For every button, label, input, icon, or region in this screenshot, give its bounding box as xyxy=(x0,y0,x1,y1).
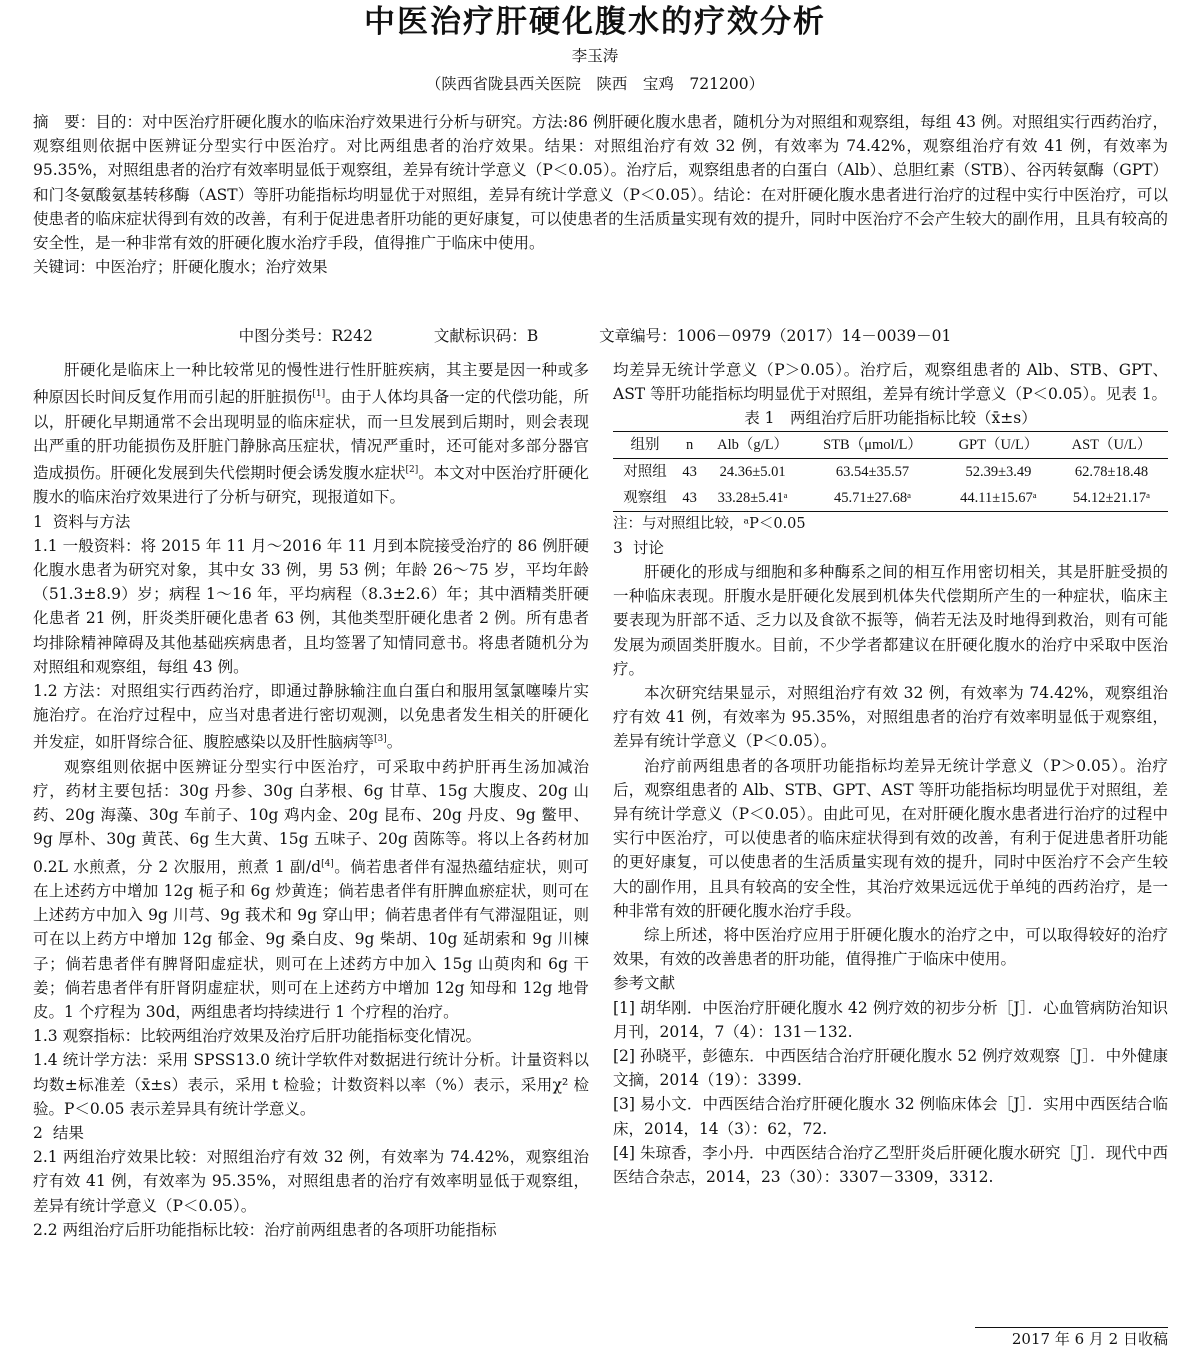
section-1-title: 资料与方法 xyxy=(52,512,131,531)
observation-text: 观察组则依据中医辨证分型实行中医治疗，可采取中药护肝再生汤加减治疗，药材主要包括：30g 丹参、30g 白茅根、6g 甘草、15g 大腹皮、20g 山药、20g 海藻、30g 车前子、10g 鸡内金、20g 昆布、20g 丹皮、9g 鳖甲、9g 厚朴、30g 黄芪、6g 生大黄、15g 五味子、20g 茵陈等。将以上各药材加 0.2L 水煎煮，分 2 次服用，煎煮 1 副/d xyxy=(33,757,589,876)
table-cell: 43 xyxy=(682,463,697,480)
table-cell: 对照组 xyxy=(623,463,667,480)
affiliation: （陕西省陇县西关医院 陕西 宝鸡 721200） xyxy=(425,75,765,93)
table-row xyxy=(613,458,1168,485)
section-2-2-continued: 均差异无统计学意义（P＞0.05）。治疗后，观察组患者的 Alb、STB、GPT、AST 等肝功能指标均明显优于对照组，差异有统计学意义（P＜0.05）。见表 1。 xyxy=(613,361,1168,404)
left-column xyxy=(33,358,589,1242)
section-1-2 xyxy=(33,679,589,755)
intro-text-c: 。本文对中医治疗肝硬化腹水的临床治疗效果进行了分析与研究，现报道如下。 xyxy=(33,464,589,507)
table-cell: 24.36±5.01 xyxy=(719,463,786,480)
table-note: 注：与对照组比较，ᵃP＜0.05 xyxy=(613,515,806,532)
table-header-gpt: GPT（U/L） xyxy=(958,436,1039,453)
keywords xyxy=(33,255,1168,279)
abstract-text: 目的：对中医治疗肝硬化腹水的临床治疗效果进行分析与研究。方法:86 例肝硬化腹水患者，随机分为对照组和观察组，每组 43 例。对照组实行西药治疗，观察组则依据中医辨证分型实行中医治疗。对比两组患者的治疗效果。结果：对照组治疗有效 32 例，有效率为 74.42%，观察组治疗有效 41 例，有效率为 95.35%，对照组患者的治疗有效率明显低于观察组，差异有统计学意义（P＜0.05）。治疗后，观察组患者的白蛋白（Alb）、总胆红素（STB）、谷丙转氨酶（GPT）和门冬氨酸氨基转移酶（AST）等肝功能指标均明显优于对照组，差异有统计学意义（P＜0.05）。结论：在对肝硬化腹水患者进行治疗的过程中实行中医治疗，可以使患者的临床症状得到有效的改善，有利于促进患者肝功能的更好康复，可以使患者的生活质量实现有效的提升，同时中医治疗不会产生较大的副作用，且具有较高的安全性，是一种非常有效的肝硬化腹水治疗手段，值得推广于临床中使用。 xyxy=(33,113,1168,253)
section-2-title: 结果 xyxy=(52,1123,84,1142)
table-row xyxy=(613,485,1168,512)
table-header-stb: STB（μmol/L） xyxy=(823,436,922,453)
discussion-paragraph-1: 肝硬化的形成与细胞和多种酶系之间的相互作用密切相关，其是肝脏受损的一种临床表现。肝腹水是肝硬化发展到机体失代偿期所产生的一种症状，临床主要表现为肝部不适、乏力以及食欲不振等，倘若无法及时地得到救治，则有可能发展为顽固类肝腹水。目前，不少学者都建议在肝硬化腹水的治疗中采取中医治疗。 xyxy=(613,563,1168,678)
table-cell: 观察组 xyxy=(623,489,667,506)
intro-text: 肝硬化是临床上一种比较常见的慢性进行性肝脏疾病，其主要是因一种或多种原因长时间反复作用而引起的肝脏损伤 xyxy=(33,361,589,407)
section-2-number: 2 xyxy=(33,1123,43,1142)
observation-text-end: 。倘若患者伴有湿热蕴结症状，则可在上述药方中增加 12g 栀子和 6g 炒黄连；倘若患者伴有肝脾血瘀症状，则可在上述药方中加入 9g 川芎、9g 莪术和 9g 穿山甲；倘若患者伴有气滞湿阻证，则可在以上药方中增加 12g 郁金、9g 桑白皮、9g 柴胡、10g 延胡索和 9g 川楝子；倘若患者伴有脾肾阳虚症状，则可在上述药方中加入 15g 山萸肉和 6g 干姜；倘若患者伴有肝肾阴虚症状，则可在上述药方中增加 12g 知母和 12g 地骨皮。1 个疗程为 30d，两组患者均持续进行 1 个疗程的治疗。 xyxy=(33,857,589,1021)
received-date: 2017 年 6 月 2 日收稿 xyxy=(1011,1330,1168,1348)
reference-item: [1] 胡华刚．中医治疗肝硬化腹水 42 例疗效的初步分析［J］．心血管病防治知识月刊，2014，7（4）：131－132. xyxy=(613,998,1168,1041)
section-1-2-observation xyxy=(33,755,589,1024)
reference-item: [4] 朱琼香，李小丹．中西医结合治疗乙型肝炎后肝硬化腹水研究［J］．现代中西医结合杂志，2014，23（30）：3307－3309，3312. xyxy=(613,1143,1168,1187)
discussion-paragraph-2: 本次研究结果显示，对照组治疗有效 32 例，有效率为 74.42%，观察组治疗有效 41 例，有效率为 95.35%，对照组患者的治疗有效率明显低于观察组，差异有统计学意义（P＜0.05）。 xyxy=(613,684,1168,751)
clc-number: 中图分类号：R242 xyxy=(238,327,373,345)
section-1-1: 1.1 一般资料：将 2015 年 11 月～2016 年 11 月到本院接受治疗的 86 例肝硬化腹水患者为研究对象，其中女 33 例，男 53 例；年龄 26～75 岁，平均年龄（51.3±8.9）岁；病程 1～16 年，平均病程（8.3±2.6）年；其中酒精类肝硬化患者 21 例，肝炎类肝硬化患者 63 例，其他类型肝硬化患者 2 例。所有患者均排除精神障碍及其他基础疾病患者，且均签署了知情同意书。将患者随机分为对照组和观察组，每组 43 例。 xyxy=(33,536,589,676)
section-3-heading xyxy=(613,536,1168,560)
table-cell: 43 xyxy=(682,489,697,506)
discussion-paragraph-3: 治疗前两组患者的各项肝功能指标均差异无统计学意义（P＞0.05）。治疗后，观察组患者的 Alb、STB、GPT、AST 等肝功能指标均明显优于对照组，差异有统计学意义（P＜0.05）。由此可见，在对肝硬化腹水患者进行治疗的过程中实行中医治疗，可以使患者的临床症状得到有效的改善，有利于促进患者肝功能的更好康复，可以使患者的生活质量实现有效的提升，同时中医治疗不会产生较大的副作用，且具有较高的安全性，其治疗效果远远优于单纯的西药治疗，是一种非常有效的肝硬化腹水治疗手段。 xyxy=(613,756,1168,920)
liver-function-table xyxy=(613,431,1168,512)
section-1-2-text: 1.2 方法：对照组实行西药治疗，即通过静脉输注血白蛋白和服用氢氯噻嗪片实施治疗。在治疗过程中，应当对患者进行密切观测，以免患者发生相关的肝硬化并发症，如肝肾综合征、腹腔感染以及肝性脑病等 xyxy=(33,681,589,752)
abstract-label: 摘 要： xyxy=(33,113,96,131)
section-2-1: 2.1 两组治疗效果比较：对照组治疗有效 32 例，有效率为 74.42%，观察组治疗有效 41 例，有效率为 95.35%，对照组患者的治疗有效率明显低于观察组，差异有统计学意义（P＜0.05）。 xyxy=(33,1148,589,1215)
classification-line xyxy=(0,324,1190,348)
table-cell: 54.12±21.17ᵃ xyxy=(1072,489,1151,506)
citation-2: [2] xyxy=(405,464,419,475)
references-heading: 参考文献 xyxy=(613,974,676,993)
reference-item: [2] 孙晓平，彭德东．中西医结合治疗肝硬化腹水 52 例疗效观察［J］．中外健康文摘，2014（19）：3399. xyxy=(613,1047,1168,1090)
document-code: 文献标识码：B xyxy=(433,327,539,345)
table-header-alb: Alb（g/L） xyxy=(717,436,789,453)
keywords-text: 中医治疗；肝硬化腹水；治疗效果 xyxy=(95,258,328,277)
section-1-2-end: 。 xyxy=(386,733,403,752)
table-header-group: 组别 xyxy=(630,436,660,453)
right-column xyxy=(613,358,1168,1189)
section-1-heading xyxy=(33,510,589,534)
intro-paragraph xyxy=(33,358,589,510)
abstract-block xyxy=(33,110,1168,279)
table-cell: 45.71±27.68ᵃ xyxy=(833,489,912,506)
section-3-number: 3 xyxy=(613,538,623,557)
author: 李玉涛 xyxy=(571,47,619,65)
section-1-number: 1 xyxy=(33,512,43,531)
section-2-2: 2.2 两组治疗后肝功能指标比较：治疗前两组患者的各项肝功能指标 xyxy=(33,1220,497,1239)
reference-item: [3] 易小文．中西医结合治疗肝硬化腹水 32 例临床体会［J］．实用中西医结合临床，2014，14（3）：62，72. xyxy=(613,1095,1168,1138)
table-cell: 63.54±35.57 xyxy=(835,463,910,480)
table-header-ast: AST（U/L） xyxy=(1071,436,1152,453)
article-number: 文章编号：1006－0979（2017）14－0039－01 xyxy=(599,327,952,345)
abstract xyxy=(33,110,1168,255)
section-1-3: 1.3 观察指标：比较两组治疗效果及治疗后肝功能指标变化情况。 xyxy=(33,1027,482,1046)
intro-text-b: 。由于人体均具备一定的代偿功能，所以，肝硬化早期通常不会出现明显的临床症状，而一旦发展到后期时，则会表现出严重的肝功能损伤及肝脏门静脉高压症状，情况严重时，还可能对多部分器官造成损伤。肝硬化发展到失代偿期时便会诱发腹水症状 xyxy=(33,388,589,483)
table-cell: 33.28±5.41ᵃ xyxy=(717,489,788,506)
table-header-n: n xyxy=(685,436,694,453)
article-title: 中医治疗肝硬化腹水的疗效分析 xyxy=(364,4,826,40)
table-cell: 52.39±3.49 xyxy=(965,463,1032,480)
table-cell: 44.11±15.67ᵃ xyxy=(960,489,1037,506)
citation-4: [4] xyxy=(321,858,334,869)
citation-1: [1] xyxy=(312,389,326,400)
discussion-paragraph-4: 综上所述，将中医治疗应用于肝硬化腹水的治疗之中，可以取得较好的治疗效果，有效的改善患者的肝功能，值得推广于临床中使用。 xyxy=(613,926,1168,969)
section-2-heading xyxy=(33,1121,589,1145)
section-3-title: 讨论 xyxy=(632,538,664,557)
section-1-4: 1.4 统计学方法：采用 SPSS13.0 统计学软件对数据进行统计分析。计量资料以均数±标准差（x̄±s）表示，采用 t 检验；计数资料以率（%）表示，采用χ² 检验。P＜0.05 表示差异具有统计学意义。 xyxy=(33,1051,589,1118)
citation-3: [3] xyxy=(374,734,387,745)
keywords-label: 关键词： xyxy=(33,258,96,277)
table-caption: 表 1 两组治疗后肝功能指标比较（x̄±s） xyxy=(744,409,1037,428)
table-cell: 62.78±18.48 xyxy=(1074,463,1149,480)
table-header-row xyxy=(613,431,1168,458)
